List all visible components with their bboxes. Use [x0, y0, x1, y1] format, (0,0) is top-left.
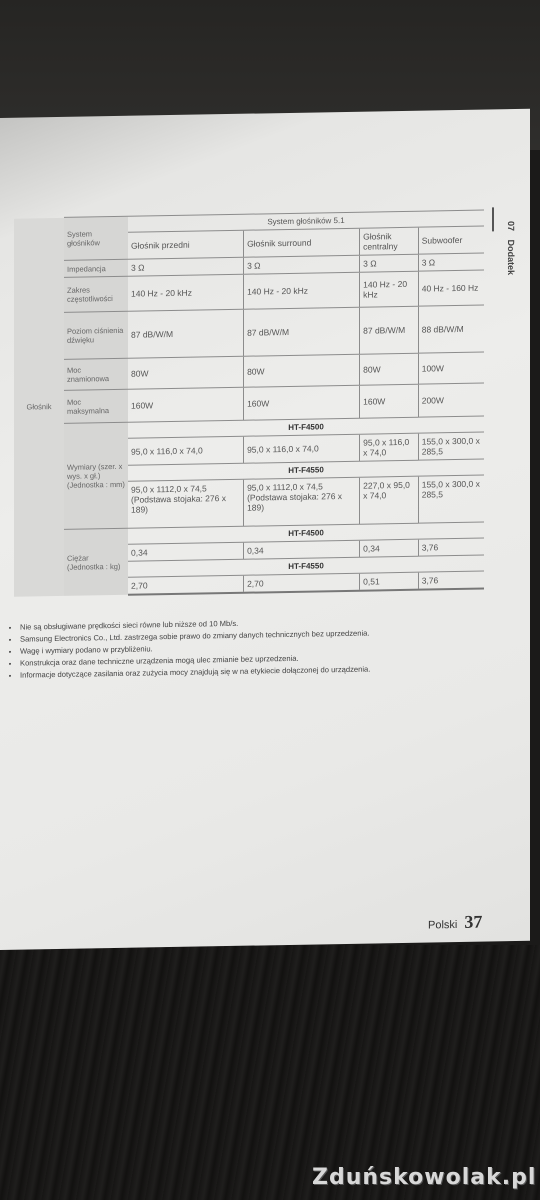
table-cell: 140 Hz - 20 kHz [360, 271, 419, 307]
row-label: Poziom ciśnienia dźwięku [64, 311, 128, 359]
row-label: Zakres częstotliwości [64, 276, 128, 312]
table-cell: 95,0 x 1112,0 x 74,5 (Podstawa stojaka: 276 x 189) [128, 479, 244, 528]
system-head-cell: System głośników 5.1 [128, 210, 484, 232]
table-cell: 80W [244, 354, 360, 387]
table-cell: 40 Hz - 160 Hz [418, 270, 484, 306]
table-cell: 95,0 x 116,0 x 74,0 [128, 436, 244, 465]
table-cell: 3 Ω [244, 255, 360, 274]
table-cell: 3 Ω [418, 253, 484, 271]
system-label-cell: System głośników [64, 216, 128, 260]
table-cell: 80W [128, 356, 244, 389]
table-cell: 100W [418, 352, 484, 384]
dims-model-b: HT-F4550 [128, 459, 484, 481]
table-cell: 95,0 x 116,0 x 74,0 [360, 433, 419, 461]
table-cell: 140 Hz - 20 kHz [244, 272, 360, 309]
table-cell: 0,51 [360, 572, 419, 591]
col-front: Głośnik przedni [128, 230, 244, 259]
table-cell: 3 Ω [128, 257, 244, 276]
table-cell: 155,0 x 300,0 x 285,5 [418, 475, 484, 523]
manual-page [0, 109, 530, 950]
category-cell: Głośnik [14, 217, 64, 596]
side-tab [496, 219, 518, 299]
dims-label: Wymiary (szer. x wys. x gł.) (Jednostka : mm) [64, 422, 128, 529]
list-item: • Samsung Electronics Co., Ltd. zastrzega sobie prawo do zmiany danych technicznych bez uprzedzenia. [20, 626, 490, 643]
row-label: Moc znamionowa [64, 358, 128, 390]
spec-table [14, 210, 484, 598]
list-item: • Nie są obsługiwane prędkości sieci równe lub niższe od 10 Mb/s. [20, 614, 490, 631]
table-cell: 160W [360, 384, 419, 418]
page-content [0, 109, 530, 950]
side-tab-label [506, 221, 516, 275]
table-cell: 2,70 [128, 575, 244, 595]
list-item: • Informacje dotyczące zasilania oraz zużycia mocy znajdują się w na etykiecie dołączonej do urządzenia. [20, 662, 490, 679]
list-item: • Konstrukcja oraz dane techniczne urządzenia mogą ulec zmianie bez uprzedzenia. [20, 650, 490, 667]
table-cell: 95,0 x 1112,0 x 74,5 (Podstawa stojaka: 276 x 189) [244, 477, 360, 526]
table-cell: 155,0 x 300,0 x 285,5 [418, 432, 484, 460]
list-item: • Wagę i wymiary podano w przybliżeniu. [20, 638, 490, 655]
table-cell: 87 dB/W/M [244, 307, 360, 356]
page-footer [428, 912, 482, 934]
table-cell: 160W [244, 385, 360, 420]
col-center: Głośnik centralny [360, 227, 419, 255]
footer-language: Polski [428, 919, 458, 932]
table-cell: 88 dB/W/M [418, 305, 484, 353]
table-cell: 3,76 [418, 571, 484, 590]
table-cell: 227,0 x 95,0 x 74,0 [360, 476, 419, 524]
table-cell: 3 Ω [360, 254, 419, 272]
weight-model-a: HT-F4500 [128, 522, 484, 544]
table-cell: 0,34 [128, 542, 244, 561]
table-cell: 0,34 [360, 539, 419, 557]
row-label: Impedancja [64, 259, 128, 277]
side-tab-bar [492, 207, 494, 231]
table-cell: 87 dB/W/M [360, 306, 419, 354]
table-cell: 95,0 x 116,0 x 74,0 [244, 434, 360, 463]
dims-model-a: HT-F4500 [128, 416, 484, 438]
table-cell: 87 dB/W/M [128, 309, 244, 358]
background-wood-surface [0, 945, 540, 1200]
table-cell: 0,34 [244, 540, 360, 559]
table-cell: 140 Hz - 20 kHz [128, 274, 244, 311]
table-cell: 160W [128, 387, 244, 422]
table-cell: 3,76 [418, 538, 484, 556]
col-surround: Głośnik surround [244, 228, 360, 257]
section-name: Dodatek [506, 239, 516, 276]
notes-list [8, 614, 490, 682]
table-cell: 200W [418, 383, 484, 417]
chapter-number: 07 [506, 220, 516, 232]
page-number: 37 [464, 911, 483, 932]
weight-model-b: HT-F4550 [128, 555, 484, 577]
table-cell: 80W [360, 353, 419, 385]
table-row [14, 305, 484, 360]
row-label: Moc maksymalna [64, 389, 128, 423]
table-cell: 2,70 [244, 573, 360, 593]
watermark: Zduńskowolak.pl [312, 1165, 537, 1190]
col-subwoofer: Subwoofer [418, 226, 484, 254]
weight-label: Ciężar (Jednostka : kg) [64, 528, 128, 596]
